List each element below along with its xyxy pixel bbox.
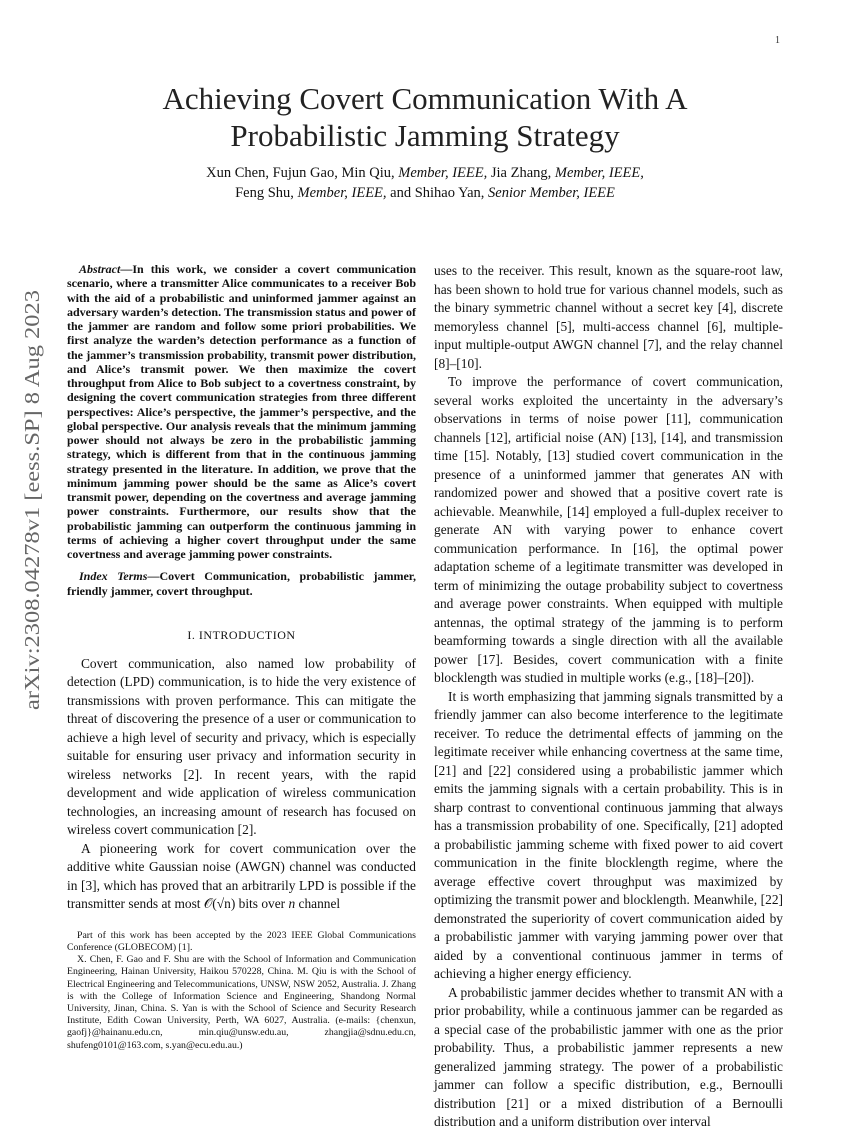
- p2-math: 𝒪(√n): [203, 896, 236, 912]
- arxiv-stamp-svg: [22, 290, 42, 710]
- section-heading-introduction: I. INTRODUCTION: [187, 627, 296, 642]
- abstract-text: —In this work, we consider a covert communication scenario, where a transmitter Alice communicates to a receiver Bob with the aid of a probabilistic and uninformed jammer against an adversary warden’s detection. The transmission status and power of the jammer are random and follow some priori probabilities. We first analyze the warden’s detection performance as a function of the jammer’s transmission probability, transmit power distribution, and Alice’s transmit power. We then maximize the covert throughput from Alice to Bob subject to a covertness constraint, by designing the covert communication strategies from three different perspectives: Alice’s perspective, the jammer’s perspective, and the global perspective. Our analysis reveals that the minimum jamming power should not always be zero in the probabilistic jamming strategy, which is different from that in the continuous jamming strategy presented in the literature. In addition, we prove that the minimum jamming power should be the same as Alice’s covert transmit power, depending on the covertness and average jamming power constraints. Furthermore, our results show that the probabilistic jamming can outperform the continuous jamming in terms of achieving a higher covert throughput under the same covertness and average jamming power constraints.: [67, 262, 416, 561]
- index-terms: [67, 569, 416, 598]
- footnote-conference: Part of this work has been accepted by the 2023 IEEE Global Communications Conference (GLOBECOM) [1].: [67, 929, 416, 953]
- left-column: [67, 262, 416, 1052]
- index-terms-text: —Covert Communication, probabilistic jammer, friendly jammer, covert throughput.: [67, 569, 417, 598]
- abstract-label: Abstract: [79, 262, 121, 276]
- footnotes: [67, 930, 416, 1052]
- author-role-4: Senior Member, IEEE: [488, 185, 615, 201]
- right-column: [434, 262, 783, 1132]
- paper-title: [80, 80, 770, 154]
- intro-paragraph-1: Covert communication, also named low probability of detection (LPD) communication, is to hide the very existence of transmissions with proven performance. This can mitigate the threat of discovering the presence of a user or communication to achieve a high level of security and privacy, which is especially suitable for ensuring user privacy and information security in wireless networks [2]. In recent years, with the rapid development and wide application of wireless communication technologies, an increasing amount of research has focused on wireless covert communication [2].: [67, 655, 416, 838]
- authors-part-1: Xun Chen, Fujun Gao, Min Qiu,: [206, 165, 395, 181]
- p2-end: channel: [295, 896, 341, 912]
- arxiv-side-stamp: [22, 290, 42, 710]
- authors-part-2: Jia Zhang,: [490, 165, 552, 181]
- right-paragraph-2: It is worth emphasizing that jamming signals transmitted by a friendly jammer can also become interference to the legitimate receiver. To reduce the detrimental effects of jamming on the legitimate receiver while enhancing covertness at the same time, [21] and [22] considered using a probabilistic jammer which emits the jamming signals with a certain probability. This is in sharp contrast to conventional continuous jamming that always has a transmission probability of one. Specifically, [21] adopted a probabilistic jamming scheme with fixed power to aid covert communication in the finite blocklength regime, where the average effective covert throughput was maximized by optimizing the transmit power and blocklength. Meanwhile, [22] demonstrated the superiority of covert communication aided by a probabilistic jammer with varying jamming power over that aided by a conventional continuous jammer in terms of achieving a higher energy efficiency.: [434, 688, 783, 981]
- title-line-1: Achieving Covert Communication With A: [162, 81, 688, 116]
- page-number: 1: [775, 35, 780, 46]
- author-role-3: Member, IEEE,: [297, 185, 387, 201]
- right-paragraph-0: uses to the receiver. This result, known as the square-root law, has been shown to hold true for various channel models, such as the binary symmetric channel without a secret key [4], discrete memoryless channel [5], multi-access channel [6], multiple-input multiple-output AWGN channel [7], and the relay channel [8]–[10].: [434, 263, 783, 371]
- abstract: [67, 262, 416, 561]
- author-role-2: Member, IEEE,: [554, 165, 644, 181]
- intro-paragraph-2: [67, 840, 416, 914]
- author-role-1: Member, IEEE,: [398, 165, 488, 181]
- author-list: [110, 163, 740, 203]
- authors-part-3: Feng Shu,: [235, 185, 294, 201]
- p2-mid: bits over: [235, 896, 289, 912]
- index-terms-label: Index Terms: [79, 569, 148, 584]
- p2-start: A pioneering work for covert communication over the additive white Gaussian noise (AWGN) channel was conducted in [3], which has proved that an arbitrarily LPD is possible if the transmitter sends at most: [67, 840, 416, 912]
- arxiv-stamp-text: arXiv:2308.04278v1 [eess.SP] 8 Aug 2023: [20, 349, 44, 710]
- right-paragraph-1: To improve the performance of covert communication, several works exploited the uncertainty in the adversary’s observations in terms of noise power [11], communication channels [12], artificial noise (AN) [13], [14], and transmission time [15]. Notably, [13] studied covert communication in the presence of a uninformed jammer that generates AN with randomized power and showed that a positive covert rate is achievable. Meanwhile, [14] employed a full-duplex receiver to generate AN with varying power to enhance covert communication performance. In [16], the optimal power adaptation scheme of a legitimate transmitter was developed in term of minimizing the outage probability subject to covertness and average power constraints. When equipped with multiple antennas, the optimal strategy of the jamming is to perform beamforming towards a single direction with all the available power [17]. Besides, covert communication with a finite blocklength was studied in multiple works (e.g., [18]–[20]).: [434, 374, 783, 685]
- p2-variable-n: n: [288, 896, 296, 912]
- footnote-affiliations: X. Chen, F. Gao and F. Shu are with the School of Information and Communication Engineering, Hainan University, Haikou 570228, China. M. Qiu is with the School of Electrical Engineering and Telecommunications, UNSW, NSW 2052, Australia. J. Zhang is with the College of Information Science and Engineering, Shandong Normal University, Jinan, China. S. Yan is with the School of Science and Security Research Institute, Edith Cowan University, Perth, WA 6027, Australia. (e-mails: {chenxun, gaofj}@hainanu.edu.cn, min.qiu@unsw.edu.au, zhangjia@sdnu.edu.cn, shufeng0101@163.com, s.yan@ecu.edu.au.): [67, 954, 416, 1051]
- right-paragraph-3: A probabilistic jammer decides whether to transmit AN with a prior probability, while a continuous jammer can be regarded as a special case of the probabilistic jammer with one as the prior probability. Thus, a probabilistic jammer represents a new generalized jamming strategy. The power of a probabilistic jammer can follow a specific distribution, e.g., Bernoulli distribution [21] or a mixed distribution of a Bernoulli distribution and a uniform distribution over interval: [434, 984, 783, 1129]
- title-line-2: Probabilistic Jamming Strategy: [230, 118, 620, 153]
- authors-part-4: and Shihao Yan,: [390, 185, 485, 201]
